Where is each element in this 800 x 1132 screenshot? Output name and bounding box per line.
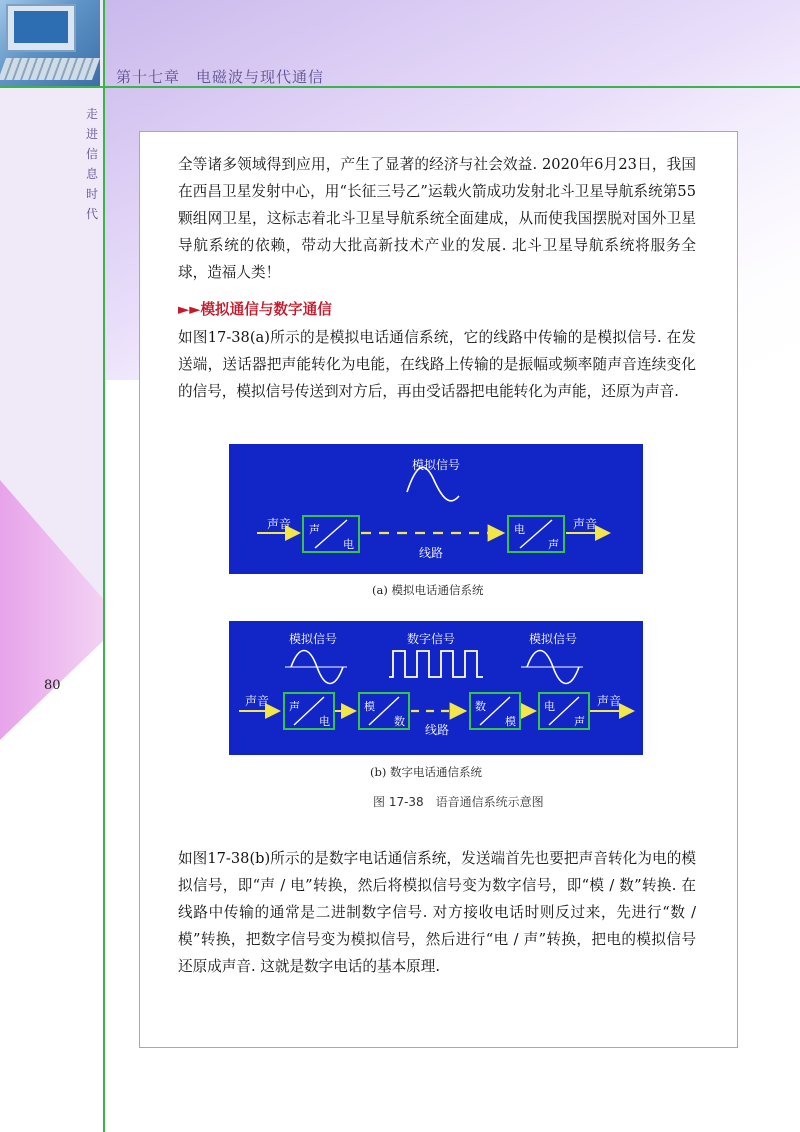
box-2-top-label: 电 [514, 523, 525, 536]
figure-b-line-label: 线路 [425, 723, 450, 737]
figure-b-caption: (b) 数字电话通信系统 [370, 765, 482, 779]
paragraph-analog: 如图17-38(a)所示的是模拟电话通信系统，它的线路中传输的是模拟信号. 在发送端，送话器把声能转化为电能，在线路上传输的是振幅或频率随声音连续变化的信号，模拟信号传送到对方后，再由受话器把电能转化为声能，还原为声音. [178, 329, 696, 400]
box-b3-bottom-label: 模 [505, 715, 516, 728]
figure-b-input-label: 声音 [245, 694, 270, 708]
sidebar-char: 信 [85, 147, 98, 161]
digital-square-wave [389, 651, 483, 677]
box-b1-bottom-label: 电 [319, 715, 330, 728]
figure-digital-system [229, 621, 643, 755]
figure-b-analog-label-left: 模拟信号 [289, 632, 338, 646]
box-1-top-label: 声 [309, 523, 320, 536]
figure-a-caption: (a) 模拟电话通信系统 [372, 583, 484, 597]
box-1-bottom-label: 电 [343, 538, 354, 551]
sidebar-title [84, 104, 100, 224]
box-b3-top-label: 数 [475, 700, 486, 713]
margin-rule [103, 0, 105, 1132]
box-b4-bottom-label: 声 [574, 715, 585, 728]
box-b1-top-label: 声 [289, 700, 300, 713]
figure-analog-system [229, 444, 643, 574]
section-heading [178, 298, 332, 319]
figure-b-output-label: 声音 [597, 694, 622, 708]
box-b4-top-label: 电 [544, 700, 555, 713]
computer-photo [0, 0, 100, 86]
section-heading-text: 模拟通信与数字通信 [200, 301, 332, 318]
box-b2-top-label: 模 [364, 700, 375, 713]
figure-a-signal-label: 模拟信号 [412, 458, 461, 472]
figure-a-output-label: 声音 [573, 517, 598, 531]
figure-b-analog-label-right: 模拟信号 [529, 632, 578, 646]
sidebar-char: 时 [85, 187, 98, 201]
page-number: 80 [44, 678, 61, 693]
analog-wave [407, 467, 459, 500]
heading-marker-icon: ►► [178, 301, 201, 318]
figure-a-diagram [229, 444, 643, 574]
sidebar-char: 走 [85, 107, 98, 121]
figure-caption: 图 17-38 语音通信系统示意图 [373, 795, 544, 809]
figure-a-input-label: 声音 [267, 517, 292, 531]
box-2-bottom-label: 声 [548, 538, 559, 551]
figure-b-diagram [229, 621, 643, 755]
sidebar-char: 代 [85, 207, 98, 221]
sidebar-char: 进 [85, 127, 98, 141]
sidebar-char: 息 [85, 167, 98, 181]
paragraph-beidou: 全等诸多领域得到应用，产生了显著的经济与社会效益. 2020年6月23日，我国在西昌卫星发射中心，用“长征三号乙”运载火箭成功发射北斗卫星导航系统第55颗组网卫星，这标志着北斗卫星导航系统全面建成，从而使我国摆脱对国外卫星导航系统的依赖，带动大批高新技术产业的发展. 北斗卫星导航系统将服务全球，造福人类！ [178, 156, 696, 281]
figure-a-line-label: 线路 [419, 546, 444, 560]
chapter-header: 第十七章 电磁波与现代通信 [116, 68, 325, 86]
paragraph-digital: 如图17-38(b)所示的是数字电话通信系统，发送端首先也要把声音转化为电的模拟信号，即“声 / 电”转换，然后将模拟信号变为数字信号，即“模 / 数”转换. 在线路中传输的通常是二进制数字信号. 对方接收电话时则反过来，先进行“数 / 模”转换，把数字信号变为模拟信号，然后进行“电 / 声”转换，把电的模拟信号还原成声音. 这就是数字电话的基本原理. [178, 850, 696, 975]
figure-b-digital-label: 数字信号 [407, 632, 456, 646]
box-b2-bottom-label: 数 [394, 715, 405, 728]
